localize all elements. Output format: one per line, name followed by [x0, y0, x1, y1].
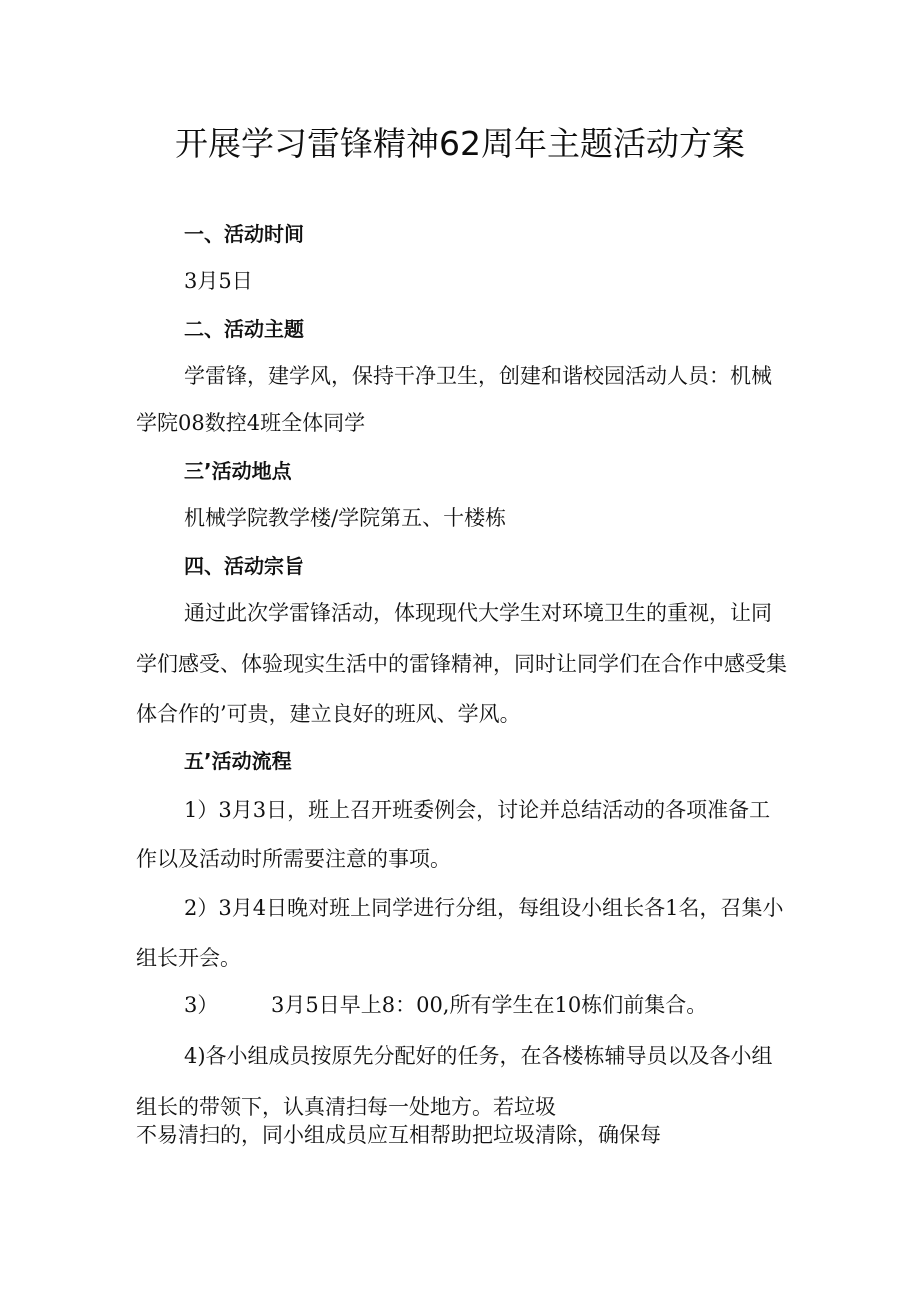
- section-heading-time: 一、活动时间: [184, 222, 304, 246]
- section-text-theme-line-2: 学院08数控4班全体同学: [136, 411, 366, 435]
- section-heading-process: 五’活动流程: [184, 749, 292, 773]
- process-step-4-line-3: 不易清扫的，同小组成员应互相帮助把垃圾清除，确保每: [136, 1123, 661, 1147]
- section-text-purpose-line-3: 体合作的’可贵，建立良好的班风、学风。: [136, 702, 521, 726]
- process-step-3-label: 3）: [184, 993, 219, 1017]
- section-heading-purpose: 四、活动宗旨: [184, 554, 304, 578]
- section-heading-theme: 二、活动主题: [184, 317, 304, 341]
- process-step-1-line-2: 作以及活动时所需要注意的事项。: [136, 847, 451, 871]
- process-step-4-line-2: 组长的带领下，认真清扫每一处地方。若垃圾: [136, 1095, 556, 1119]
- section-heading-place: 三’活动地点: [184, 459, 292, 483]
- section-text-place: 机械学院教学楼/学院第五、十楼栋: [184, 506, 507, 530]
- section-text-time: 3月5日: [184, 269, 253, 293]
- process-step-4-line-1: 4)各小组成员按原先分配好的任务，在各楼栋辅导员以及各小组: [184, 1044, 773, 1068]
- process-step-1-line-1: 1）3月3日，班上召开班委例会，讨论并总结活动的各项准备工: [184, 798, 771, 822]
- section-text-purpose-line-2: 学们感受、体验现实生活中的雷锋精神，同时让同学们在合作中感受集: [136, 652, 787, 676]
- section-text-theme-line-1: 学雷锋，建学风，保持干净卫生，创建和谐校园活动人员：机械: [184, 364, 772, 388]
- process-step-2-line-2: 组长开会。: [136, 946, 241, 970]
- document-title: 开展学习雷锋精神62周年主题活动方案: [175, 124, 745, 163]
- process-step-2-line-1: 2）3月4日晚对班上同学进行分组，每组设小组长各1名，召集小: [184, 896, 784, 920]
- section-text-purpose-line-1: 通过此次学雷锋活动，体现现代大学生对环境卫生的重视，让同: [184, 601, 772, 625]
- process-step-3-text: 3月5日早上8：00,所有学生在10栋们前集合。: [271, 993, 708, 1017]
